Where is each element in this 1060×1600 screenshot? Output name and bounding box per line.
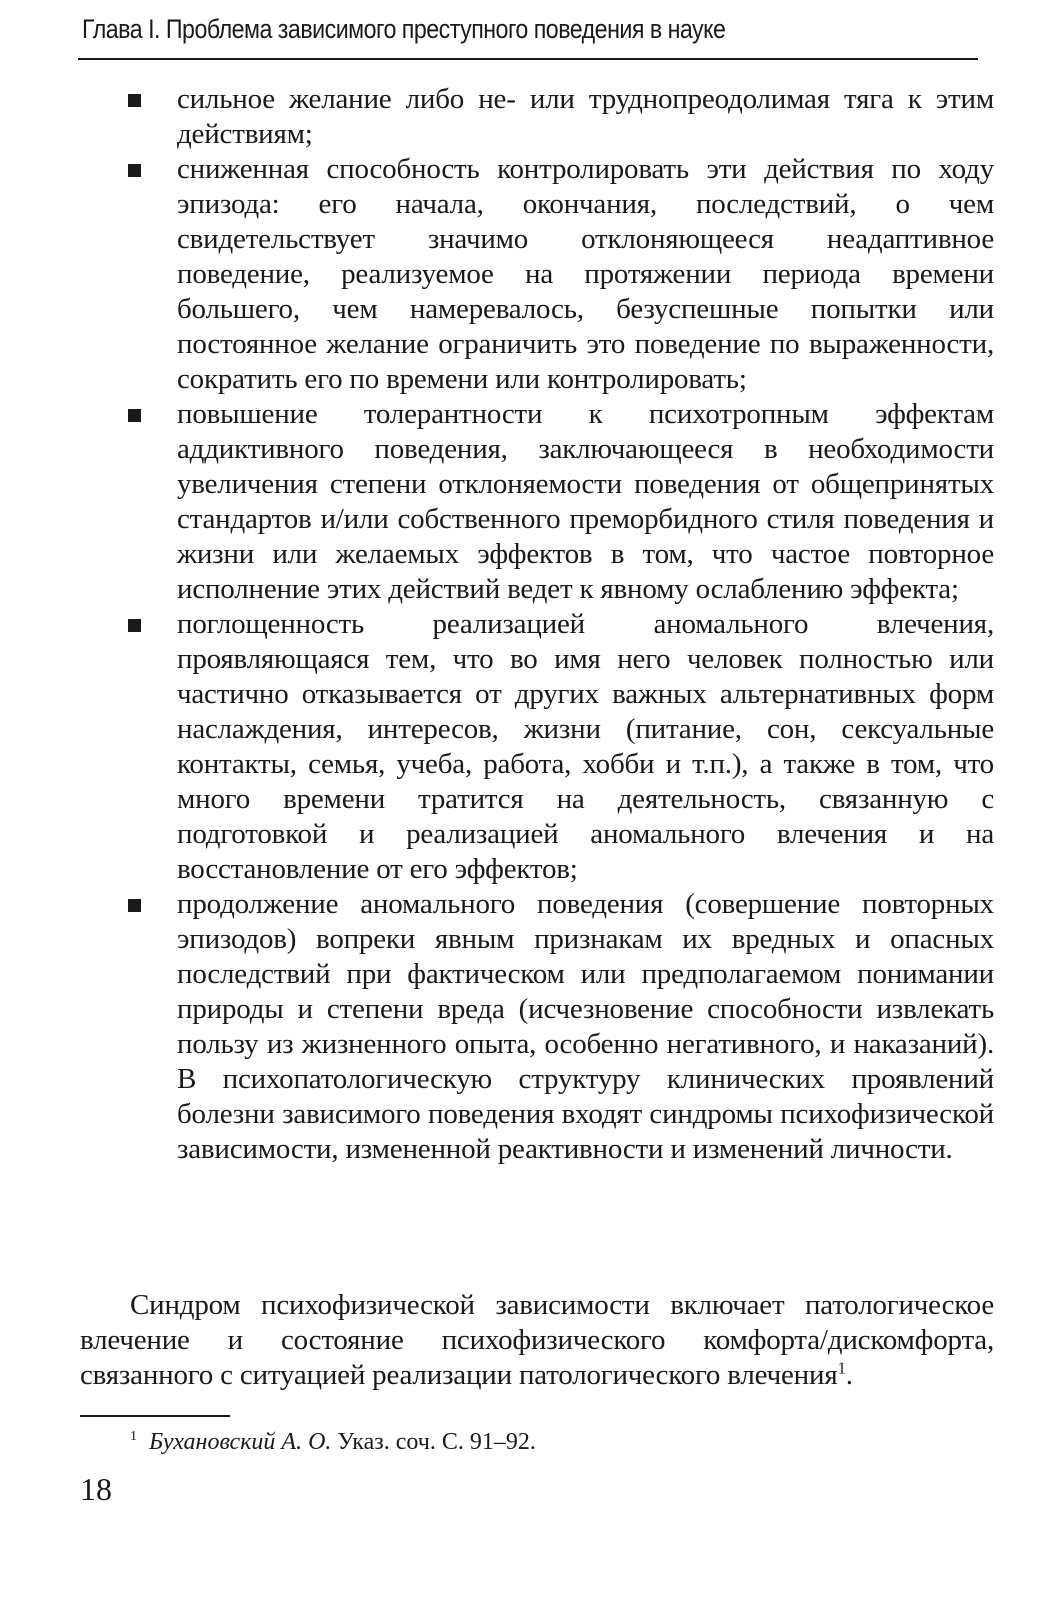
square-bullet-icon [128, 619, 141, 632]
list-item-text: сниженная способность контролировать эти действия по ходу эпизода: его начала, окончания, последствий, о чем свидетельствует значимо отклоняющееся неадаптивное поведение, реализуемое на протяжении периода времени большего, чем намеревалось, безуспешные попытки или постоянное желание ограничить это поведение по выраженности, сократить его по времени или контролировать; [177, 153, 994, 395]
list-item [0, 152, 994, 397]
square-bullet-icon [128, 899, 141, 912]
header-rule [78, 58, 978, 60]
footnote-author: Бухановский А. О. [149, 1429, 332, 1455]
list-item [0, 887, 994, 1167]
running-header: Глава I. Проблема зависимого преступного поведения в науке [82, 14, 726, 44]
paragraph-text: Синдром психофизической зависимости включает патологическое влечение и состояние психофизического комфорта/дискомфорта, связанного с ситуацией реализации патологического влечения [80, 1289, 994, 1391]
bullet-list [0, 82, 1060, 1167]
list-item [0, 397, 994, 607]
list-item-text: поглощенность реализацией аномального влечения, проявляющаяся тем, что во имя него человек полностью или частично отказывается от других важных альтернативных форм наслаждения, интересов, жизни (питание, сон, сексуальные контакты, семья, учеба, работа, хобби и т.п.), а также в том, что много времени тратится на деятельность, связанную с подготовкой и реализацией аномального влечения и на восстановление от его эффектов; [177, 608, 994, 885]
footnote-reference[interactable]: 1 [837, 1358, 846, 1378]
list-item-text: сильное желание либо не- или труднопреодолимая тяга к этим действиям; [177, 83, 994, 150]
list-item-text: повышение толерантности к психотропным эффектам аддиктивного поведения, заключающееся в необходимости увеличения степени отклоняемости поведения от общепринятых стандартов и/или собственного преморбидного стиля поведения и жизни или желаемых эффектов в том, что частое повторное исполнение этих действий ведет к явному ослаблению эффекта; [177, 398, 994, 605]
square-bullet-icon [128, 164, 141, 177]
body-paragraph [80, 1288, 994, 1393]
list-item-text: продолжение аномального поведения (совершение повторных эпизодов) вопреки явным признакам их вредных и опасных последствий при фактическом или предполагаемом понимании природы и степени вреда (исчезновение способности извлекать пользу из жизненного опыта, особенно негативного, и наказаний). В психопатологическую структуру клинических проявлений болезни зависимого поведения входят синдромы психофизической зависимости, измененной реактивности и изменений личности. [177, 888, 994, 1165]
square-bullet-icon [128, 409, 141, 422]
square-bullet-icon [128, 94, 141, 107]
paragraph-end: . [845, 1359, 853, 1391]
footnote [130, 1427, 536, 1457]
footnote-text: Указ. соч. С. 91–92. [337, 1429, 536, 1455]
list-item [0, 82, 994, 152]
page-number: 18 [80, 1471, 112, 1507]
footnote-rule [80, 1415, 230, 1417]
list-item [0, 607, 994, 887]
footnote-marker: 1 [130, 1429, 137, 1444]
